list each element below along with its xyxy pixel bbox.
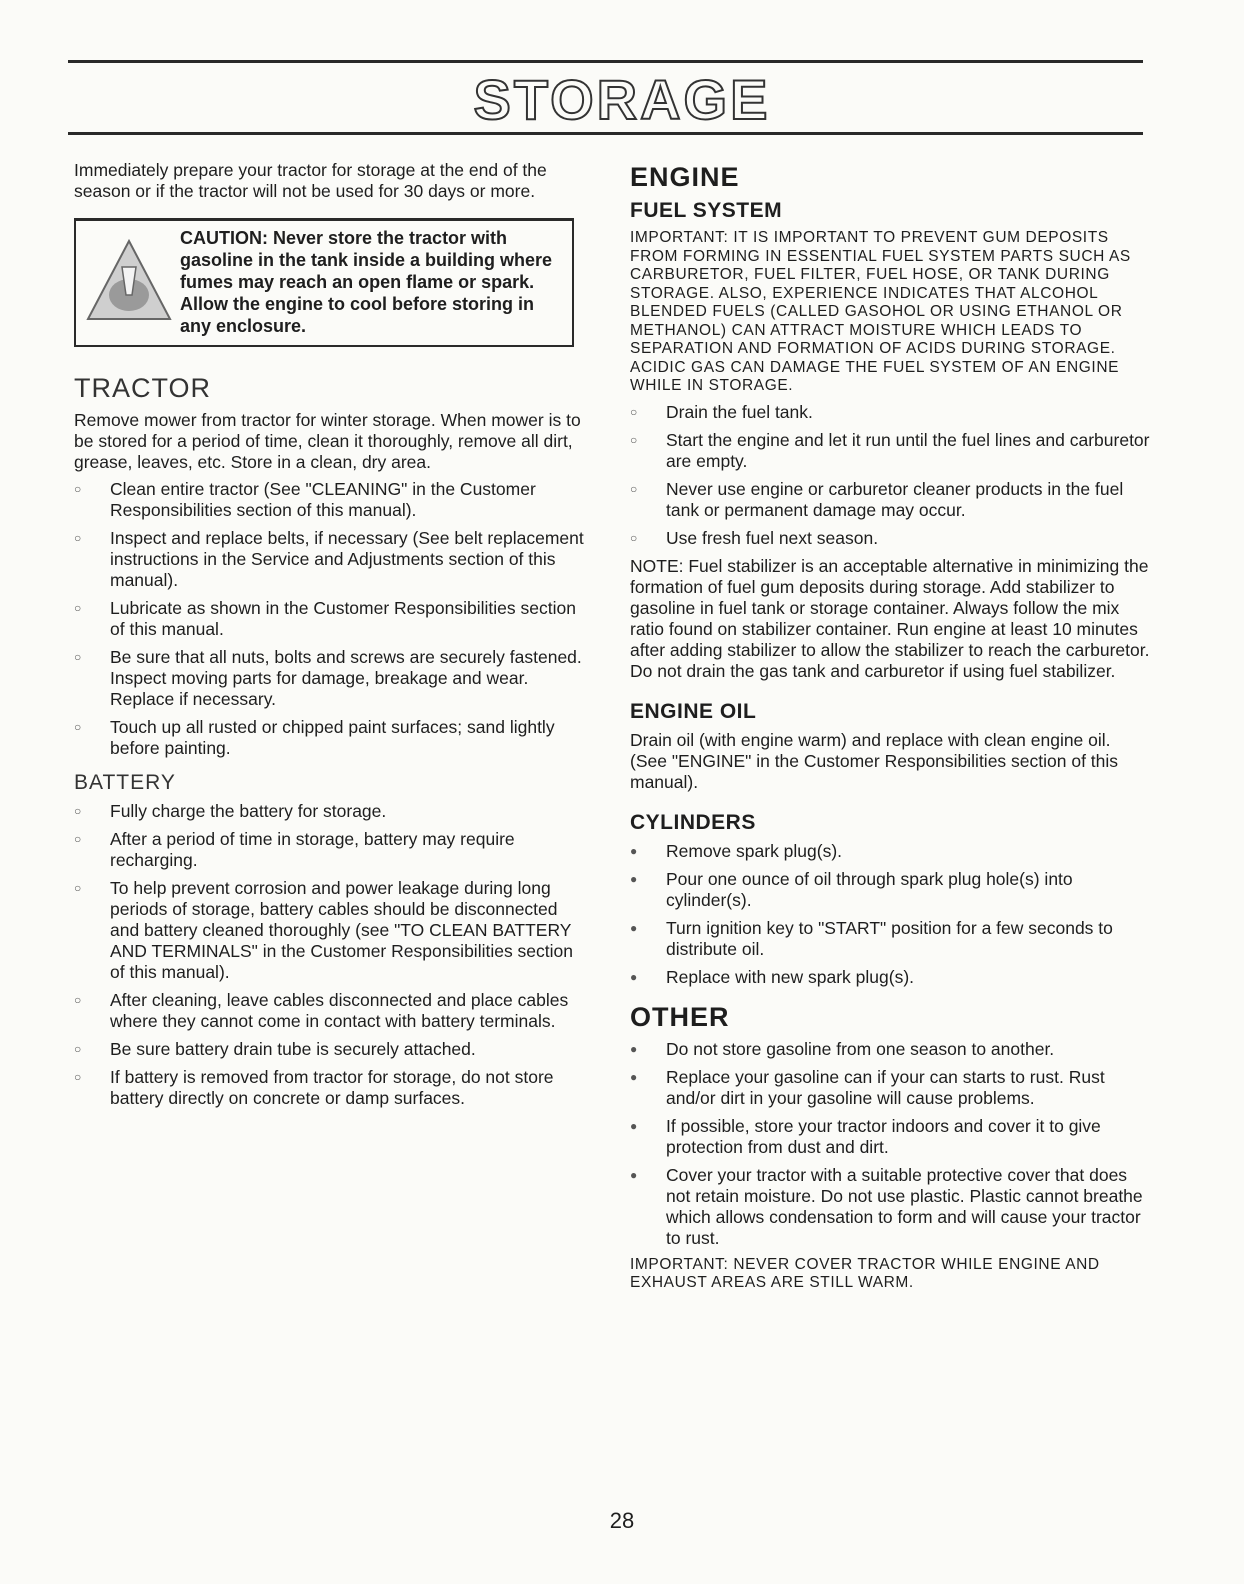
bullet-icon: ●: [630, 871, 638, 886]
list-item: [630, 1067, 1150, 1109]
engine-oil-heading: ENGINE OIL: [630, 699, 757, 723]
list-item-text: Replace your gasoline can if your can starts to rust. Rust and/or dirt in your gasoline will cause problems.: [666, 1066, 1105, 1108]
list-item-text: Never use engine or carburetor cleaner products in the fuel tank or permanent damage may occur.: [666, 478, 1124, 520]
title-rule-bottom: [68, 132, 1143, 135]
list-item: [74, 479, 584, 521]
list-item: [74, 1067, 584, 1109]
engine-oil-paragraph: Drain oil (with engine warm) and replace with clean engine oil. (See "ENGINE" in the Customer Responsibilities section of this manual).: [630, 729, 1119, 792]
list-item-text: If possible, store your tractor indoors and cover it to give protection from dust and dirt.: [666, 1115, 1101, 1157]
battery-list: [74, 801, 584, 1109]
bullet-icon: ○: [630, 481, 638, 496]
bullet-icon: ●: [630, 1041, 638, 1056]
list-item-text: Be sure that all nuts, bolts and screws are securely fastened. Inspect moving parts for damage, breakage and wear. Replace if necessary.: [110, 647, 582, 709]
tractor-list: [74, 479, 584, 759]
bullet-icon: ○: [630, 404, 638, 419]
list-item-text: Drain the fuel tank.: [666, 401, 813, 422]
bullet-icon: ○: [74, 531, 82, 545]
list-item-text: After a period of time in storage, battery may require recharging.: [110, 829, 515, 870]
fuel-note: NOTE: Fuel stabilizer is an acceptable alternative in minimizing the formation of fuel gum deposits during storage. Add stabilizer to gasoline in fuel tank or storage container. Always follow the mix ratio found on stabilizer container. Run engine at least 10 minutes after adding stabilizer to allow the stabilizer to reach the carburetor. Do not drain the gas tank and carburetor if using fuel stabilizer.: [630, 555, 1150, 681]
list-item: [630, 869, 1150, 911]
cylinders-list: [630, 841, 1150, 988]
list-item-text: Touch up all rusted or chipped paint surfaces; sand lightly before painting.: [110, 717, 555, 758]
bullet-icon: ○: [74, 482, 82, 496]
list-item: [74, 1039, 584, 1060]
warning-triangle-icon: [84, 237, 174, 323]
list-item-text: Lubricate as shown in the Customer Responsibilities section of this manual.: [110, 598, 576, 639]
fuel-system-heading: FUEL SYSTEM: [630, 199, 783, 222]
bullet-icon: ○: [630, 432, 638, 447]
list-item: [630, 841, 1150, 862]
tractor-heading: TRACTOR: [74, 373, 212, 403]
list-item-text: Use fresh fuel next season.: [666, 527, 879, 548]
list-item: [74, 717, 584, 759]
cylinders-heading: CYLINDERS: [630, 810, 756, 834]
list-item: [630, 1165, 1150, 1249]
list-item: [630, 402, 1150, 423]
bullet-icon: ●: [630, 1118, 638, 1133]
bullet-icon: ○: [74, 720, 82, 734]
list-item: [74, 647, 584, 710]
title-rule-top: [68, 60, 1143, 63]
bullet-icon: ○: [630, 530, 638, 545]
list-item: [630, 1039, 1150, 1060]
list-item-text: Do not store gasoline from one season to another.: [666, 1038, 1055, 1059]
list-item: [630, 479, 1150, 521]
engine-heading: ENGINE: [630, 162, 740, 192]
bullet-icon: ○: [74, 650, 82, 664]
page-number: 28: [609, 1508, 635, 1533]
list-item: [630, 918, 1150, 960]
other-list: [630, 1039, 1150, 1249]
list-item-text: Remove spark plug(s).: [666, 840, 843, 861]
other-heading: OTHER: [630, 1001, 730, 1032]
bullet-icon: ●: [630, 1069, 638, 1084]
bullet-icon: ○: [74, 993, 82, 1007]
list-item-text: Replace with new spark plug(s).: [666, 966, 915, 987]
list-item: [74, 829, 584, 871]
intro-paragraph: Immediately prepare your tractor for storage at the end of the season or if the tractor will not be used for 30 days or more.: [74, 160, 547, 201]
bullet-icon: ○: [74, 1070, 82, 1084]
page-title: STORAGE: [473, 68, 771, 131]
bullet-icon: ●: [630, 843, 638, 858]
other-important-text: IMPORTANT: NEVER COVER TRACTOR WHILE ENGINE AND EXHAUST AREAS ARE STILL WARM.: [630, 1255, 1100, 1291]
list-item-text: Clean entire tractor (See "CLEANING" in the Customer Responsibilities section of this manual).: [110, 479, 536, 520]
bullet-icon: ○: [74, 804, 82, 818]
list-item: [74, 528, 584, 591]
list-item-text: Start the engine and let it run until the fuel lines and carburetor are empty.: [666, 429, 1150, 471]
fuel-list: [630, 402, 1150, 549]
list-item-text: Inspect and replace belts, if necessary (See belt replacement instructions in the Service and Adjustments section of this manual).: [110, 528, 584, 590]
list-item: [74, 878, 584, 983]
tractor-paragraph: Remove mower from tractor for winter storage. When mower is to be stored for a period of time, clean it thoroughly, remove all dirt, grease, leaves, etc. Store in a clean, dry area.: [74, 410, 581, 472]
right-column: [630, 160, 1150, 1293]
list-item-text: Fully charge the battery for storage.: [110, 801, 387, 821]
list-item: [630, 1116, 1150, 1158]
bullet-icon: ●: [630, 1167, 638, 1182]
list-item-text: Turn ignition key to "START" position for a few seconds to distribute oil.: [666, 917, 1113, 959]
bullet-icon: ○: [74, 1042, 82, 1056]
list-item: [630, 967, 1150, 988]
list-item-text: Cover your tractor with a suitable protective cover that does not retain moisture. Do not use plastic. Plastic cannot breathe which allows condensation to form and will cause your tractor to rust.: [666, 1164, 1143, 1248]
list-item-text: Be sure battery drain tube is securely attached.: [110, 1039, 476, 1059]
list-item-text: After cleaning, leave cables disconnected and place cables where they cannot come in contact with battery terminals.: [110, 990, 569, 1031]
battery-heading: BATTERY: [74, 771, 176, 794]
caution-box: [74, 218, 574, 347]
list-item: [630, 528, 1150, 549]
bullet-icon: ●: [630, 969, 638, 984]
list-item-text: Pour one ounce of oil through spark plug hole(s) into cylinder(s).: [666, 868, 1073, 910]
list-item: [74, 598, 584, 640]
list-item: [74, 990, 584, 1032]
bullet-icon: ●: [630, 920, 638, 935]
list-item-text: If battery is removed from tractor for storage, do not store battery directly on concrete or damp surfaces.: [110, 1067, 554, 1108]
list-item: [630, 430, 1150, 472]
left-column: [74, 160, 584, 1116]
bullet-icon: ○: [74, 832, 82, 846]
bullet-icon: ○: [74, 881, 82, 895]
fuel-important-text: IMPORTANT: IT IS IMPORTANT TO PREVENT GUM DEPOSITS FROM FORMING IN ESSENTIAL FUEL SYSTEM PARTS SUCH AS CARBURETOR, FUEL FILTER, FUEL HOSE, OR TANK DURING STORAGE. ALSO, EXPERIENCE INDICATES THAT ALCOHOL BLENDED FUELS (CALLED GASOHOL OR USING ETHANOL OR METHANOL) CAN ATTRACT MOISTURE WHICH LEADS TO SEPARATION AND FORMATION OF ACIDS DURING STORAGE. ACIDIC GAS CAN DAMAGE THE FUEL SYSTEM OF AN ENGINE WHILE IN STORAGE.: [630, 229, 1131, 394]
bullet-icon: ○: [74, 601, 82, 615]
list-item: [74, 801, 584, 822]
caution-text: CAUTION: Never store the tractor with gasoline in the tank inside a building where fumes may reach an open flame or spark. Allow the engine to cool before storing in any enclosure.: [180, 228, 553, 336]
list-item-text: To help prevent corrosion and power leakage during long periods of storage, battery cables should be disconnected and battery cleaned thoroughly (see "TO CLEAN BATTERY AND TERMINALS" in the Customer Responsibilities section of this manual).: [110, 878, 574, 982]
